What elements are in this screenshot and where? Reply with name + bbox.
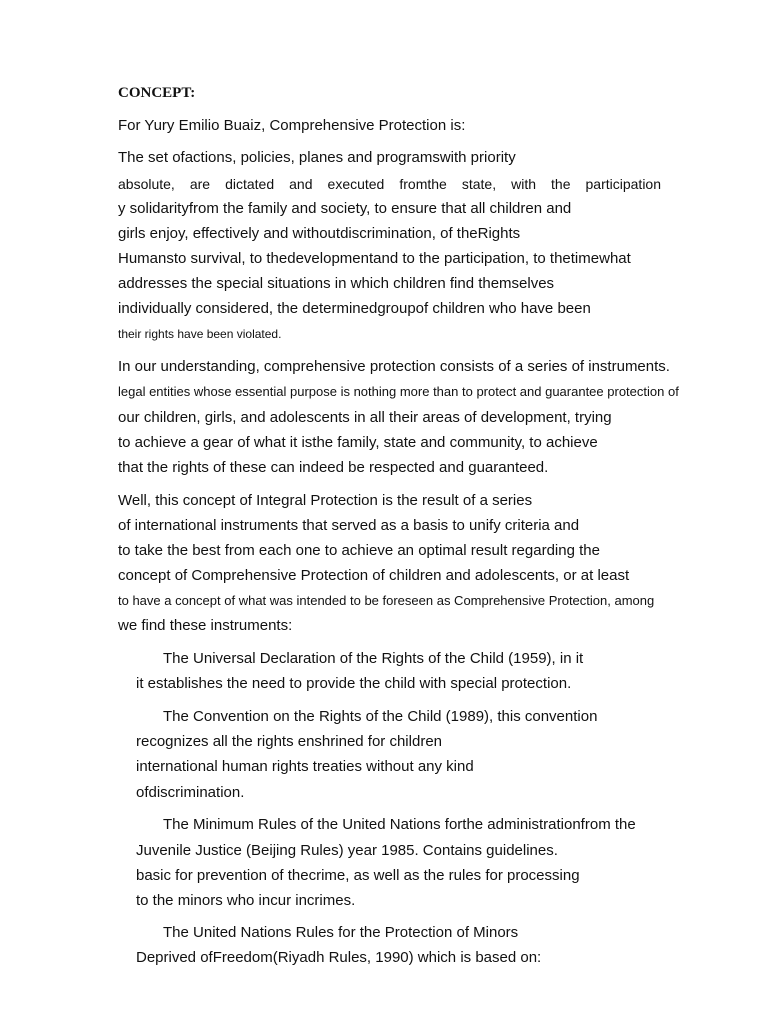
- list-item-line: Deprived ofFreedom(Riyadh Rules, 1990) which is based on:: [136, 949, 542, 966]
- p1-line: absolute, are dictated and executed fromthe state, with the participation: [118, 176, 661, 192]
- p1-line: their rights have been violated.: [118, 327, 282, 341]
- p1-line: Humansto survival, to thedevelopmentand to the participation, to thetimewhat: [118, 250, 631, 267]
- section-heading: CONCEPT:: [118, 85, 196, 101]
- p3-line: we find these instruments:: [118, 617, 293, 634]
- list-item-line: basic for prevention of thecrime, as well as the rules for processing: [136, 867, 580, 884]
- p2-line: In our understanding, comprehensive protection consists of a series of instruments.: [118, 358, 670, 375]
- list-item-first-line: The Convention on the Rights of the Child (1989), this convention: [163, 708, 598, 725]
- list-item-line: to the minors who incur incrimes.: [136, 892, 356, 909]
- list-item-first-line: The Minimum Rules of the United Nations forthe administrationfrom the: [163, 816, 636, 833]
- p2-line: that the rights of these can indeed be respected and guaranteed.: [118, 459, 549, 476]
- p1-line: individually considered, the determinedgroupof children who have been: [118, 300, 591, 317]
- list-item-line: recognizes all the rights enshrined for children: [136, 733, 442, 750]
- list-item-first-line: The United Nations Rules for the Protection of Minors: [163, 924, 519, 941]
- p1-line: y solidarityfrom the family and society, to ensure that all children and: [118, 200, 572, 217]
- p3-line: of international instruments that served as a basis to unify criteria and: [118, 517, 580, 534]
- p3-line: Well, this concept of Integral Protection is the result of a series: [118, 492, 533, 509]
- intro-line: For Yury Emilio Buaiz, Comprehensive Protection is:: [118, 117, 466, 134]
- list-item-line: international human rights treaties without any kind: [136, 758, 474, 775]
- p3-line: to take the best from each one to achieve an optimal result regarding the: [118, 542, 600, 559]
- p2-line: our children, girls, and adolescents in all their areas of development, trying: [118, 409, 612, 426]
- list-item-first-line: The Universal Declaration of the Rights of the Child (1959), in it: [163, 650, 584, 667]
- p3-line: to have a concept of what was intended to be foreseen as Comprehensive Protection, among: [118, 593, 655, 608]
- p2-line: legal entities whose essential purpose is nothing more than to protect and guarantee protection of: [118, 384, 679, 399]
- p2-line: to achieve a gear of what it isthe family, state and community, to achieve: [118, 434, 598, 451]
- list-item-line: Juvenile Justice (Beijing Rules) year 1985. Contains guidelines.: [136, 842, 558, 859]
- p3-line: concept of Comprehensive Protection of children and adolescents, or at least: [118, 567, 630, 584]
- p1-line: addresses the special situations in which children find themselves: [118, 275, 555, 292]
- p1-line: The set ofactions, policies, planes and programswith priority: [118, 149, 516, 166]
- list-item-line: ofdiscrimination.: [136, 784, 245, 801]
- p1-line: girls enjoy, effectively and withoutdiscrimination, of theRights: [118, 225, 521, 242]
- list-item-line: it establishes the need to provide the child with special protection.: [136, 675, 572, 692]
